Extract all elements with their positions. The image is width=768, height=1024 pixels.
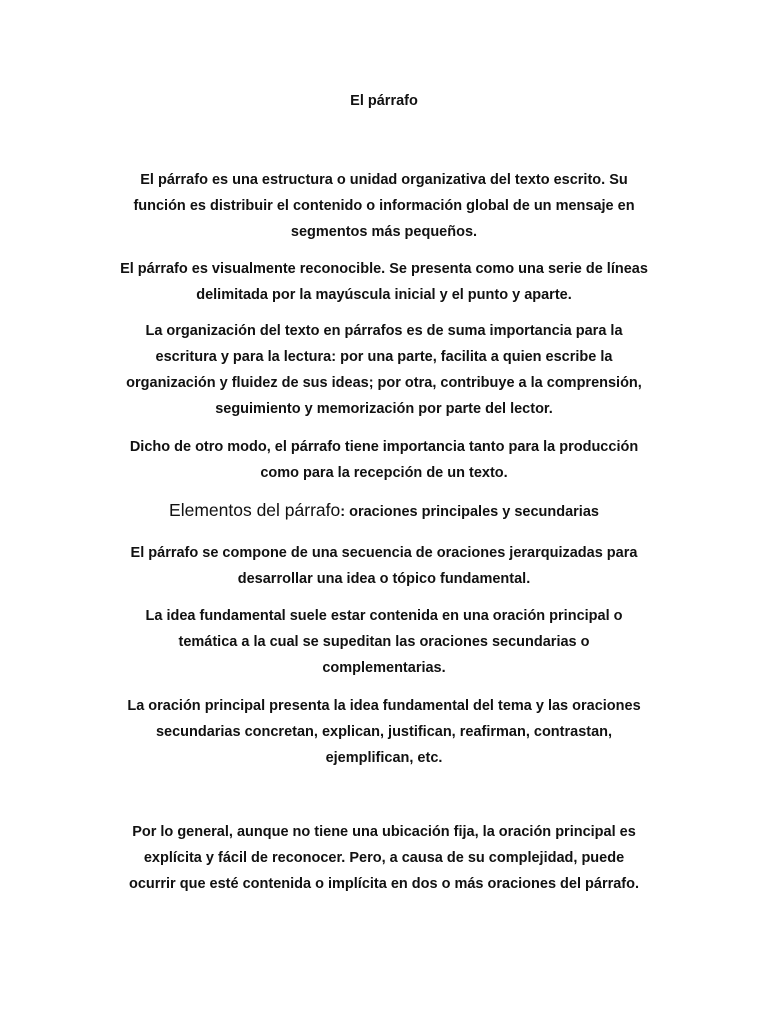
- paragraph-line: La oración principal presenta la idea fundamental del tema y las oraciones: [127, 698, 641, 714]
- paragraph-line: organización y fluidez de sus ideas; por otra, contribuye a la comprensión,: [126, 375, 642, 391]
- paragraph-line: segmentos más pequeños.: [290, 224, 478, 240]
- paragraph-line: Dicho de otro modo, el párrafo tiene importancia tanto para la producción: [129, 439, 639, 455]
- paragraph-importance: [100, 434, 668, 486]
- document-title: El párrafo: [350, 93, 418, 109]
- paragraph-definition: [100, 167, 668, 245]
- paragraph-visual: [100, 256, 668, 308]
- paragraph-line: escritura y para la lectura: por una parte, facilita a quien escribe la: [155, 349, 613, 365]
- paragraph-line: secundarias concretan, explican, justifican, reafirman, contrastan,: [155, 724, 613, 740]
- paragraph-organization: [100, 318, 668, 422]
- paragraph-line: complementarias.: [322, 660, 446, 676]
- paragraph-line: El párrafo se compone de una secuencia de oraciones jerarquizadas para: [130, 545, 638, 561]
- paragraph-line: El párrafo es una estructura o unidad organizativa del texto escrito. Su: [140, 172, 628, 188]
- paragraph-line: ejemplifican, etc.: [325, 750, 443, 766]
- paragraph-line: desarrollar una idea o tópico fundamental.: [237, 571, 531, 587]
- paragraph-composition: [100, 540, 668, 592]
- paragraph-line: como para la recepción de un texto.: [260, 465, 508, 481]
- section-heading: [0, 500, 768, 521]
- paragraph-line: explícita y fácil de reconocer. Pero, a causa de su complejidad, puede: [143, 850, 625, 866]
- paragraph-line: Por lo general, aunque no tiene una ubicación fija, la oración principal es: [132, 824, 636, 840]
- paragraph-line: La idea fundamental suele estar contenida en una oración principal o: [145, 608, 623, 624]
- paragraph-line: El párrafo es visualmente reconocible. Se presenta como una serie de líneas: [120, 261, 648, 277]
- paragraph-line: La organización del texto en párrafos es de suma importancia para la: [145, 323, 623, 339]
- section-heading-sub: : oraciones principales y secundarias: [340, 504, 599, 520]
- paragraph-line: función es distribuir el contenido o información global de un mensaje en: [133, 198, 635, 214]
- paragraph-line: ocurrir que esté contenida o implícita en dos o más oraciones del párrafo.: [128, 876, 640, 892]
- paragraph-line: seguimiento y memorización por parte del lector.: [215, 401, 553, 417]
- paragraph-line: delimitada por la mayúscula inicial y el punto y aparte.: [196, 287, 572, 303]
- paragraph-main-idea: [100, 603, 668, 681]
- paragraph-principal-sentence: [100, 693, 668, 771]
- paragraph-line: temática a la cual se supeditan las oraciones secundarias o: [178, 634, 590, 650]
- section-heading-main: Elementos del párrafo: [169, 500, 341, 520]
- paragraph-general-location: [100, 819, 668, 897]
